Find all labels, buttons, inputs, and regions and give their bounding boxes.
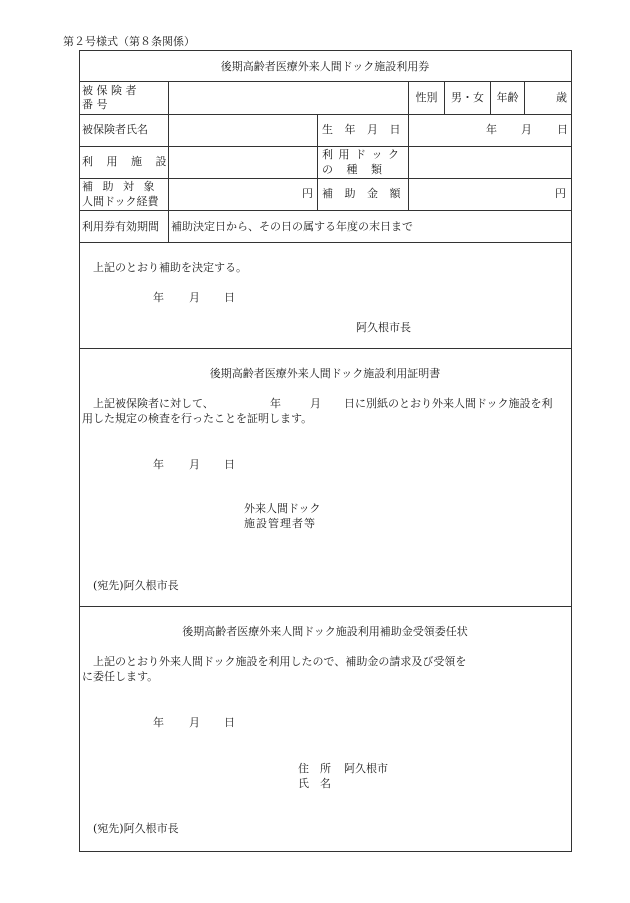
dob-year: 年 bbox=[486, 123, 497, 136]
delegation-body-1: 上記のとおり外来人間ドック施設を利用したので、補助金の請求及び受領を bbox=[93, 655, 467, 668]
dob-label: 生 年 月 日 bbox=[322, 123, 405, 136]
age-unit: 歳 bbox=[556, 91, 567, 104]
insured-number-label-2: 番 号 bbox=[82, 98, 108, 111]
dock-type-label-1: 利 用 ド ッ ク bbox=[322, 148, 400, 161]
decision-date-day: 日 bbox=[224, 291, 235, 304]
delegation-addressee: (宛先)阿久根市長 bbox=[93, 822, 179, 835]
certificate-date-month: 月 bbox=[189, 458, 200, 471]
certificate-date-year: 年 bbox=[153, 458, 164, 471]
certificate-body-2: 日に別紙のとおり外来人間ドック施設を利 bbox=[344, 397, 553, 410]
sex-label: 性別 bbox=[415, 91, 438, 104]
rule-row4 bbox=[79, 210, 571, 211]
delegation-body-2: に委任します。 bbox=[82, 670, 159, 683]
certificate-body-year: 年 bbox=[270, 397, 281, 410]
cost-label-2: 人間ドック経費 bbox=[82, 195, 159, 208]
rule-col-right bbox=[408, 114, 409, 210]
address-value: 阿久根市 bbox=[344, 762, 388, 775]
dock-type-label-2: の 種 類 bbox=[322, 163, 387, 176]
dob-month: 月 bbox=[521, 123, 532, 136]
address-label: 住 所 bbox=[298, 762, 331, 775]
decision-text: 上記のとおり補助を決定する。 bbox=[93, 261, 247, 274]
rule-row5 bbox=[79, 242, 571, 243]
rule-row3 bbox=[79, 178, 571, 179]
dob-day: 日 bbox=[557, 123, 568, 136]
subsidy-label: 補 助 金 額 bbox=[322, 187, 405, 200]
decision-date-month: 月 bbox=[189, 291, 200, 304]
rule-col-age-value bbox=[524, 81, 525, 114]
cost-label-1: 補 助 対 象 bbox=[82, 180, 158, 193]
delegation-date-year: 年 bbox=[153, 716, 164, 729]
sex-value[interactable]: 男・女 bbox=[451, 91, 484, 104]
delegation-date-month: 月 bbox=[189, 716, 200, 729]
insured-number-label-1: 被 保 険 者 bbox=[82, 84, 137, 97]
rule-row1 bbox=[79, 114, 571, 115]
rule-section2 bbox=[79, 606, 571, 607]
decision-date-year: 年 bbox=[153, 291, 164, 304]
name-label: 氏 名 bbox=[298, 777, 331, 790]
certificate-body-1: 上記被保険者に対して、 bbox=[93, 397, 214, 410]
certificate-body-month: 月 bbox=[310, 397, 321, 410]
ticket-title: 後期高齢者医療外来人間ドック施設利用券 bbox=[220, 60, 430, 73]
subsidy-yen: 円 bbox=[555, 187, 566, 200]
certificate-date-day: 日 bbox=[224, 458, 235, 471]
validity-label: 利用券有効期間 bbox=[82, 220, 159, 233]
certificate-body-3: 用した規定の検査を行ったことを証明します。 bbox=[82, 412, 313, 425]
form-label: 第２号様式（第８条関係） bbox=[63, 35, 195, 48]
insured-name-label: 被保険者氏名 bbox=[82, 123, 148, 136]
certificate-title: 後期高齢者医療外来人間ドック施設利用証明書 bbox=[209, 367, 441, 380]
rule-col-mid bbox=[317, 114, 318, 210]
certificate-addressee: (宛先)阿久根市長 bbox=[93, 579, 179, 592]
rule-section1 bbox=[79, 348, 571, 349]
mayor-signature: 阿久根市長 bbox=[356, 321, 411, 334]
facility-manager-2: 施設管理者等 bbox=[244, 517, 316, 530]
rule-row2 bbox=[79, 146, 571, 147]
facility-manager-1: 外来人間ドック bbox=[244, 502, 321, 515]
age-label: 年齢 bbox=[496, 91, 519, 104]
cost-yen: 円 bbox=[302, 187, 313, 200]
delegation-title: 後期高齢者医療外来人間ドック施設利用補助金受領委任状 bbox=[182, 625, 468, 638]
rule-title-bottom bbox=[79, 81, 571, 82]
facility-label: 利 用 施 設 bbox=[82, 155, 172, 168]
delegation-date-day: 日 bbox=[224, 716, 235, 729]
validity-value: 補助決定日から、その日の属する年度の末日まで bbox=[171, 220, 413, 233]
